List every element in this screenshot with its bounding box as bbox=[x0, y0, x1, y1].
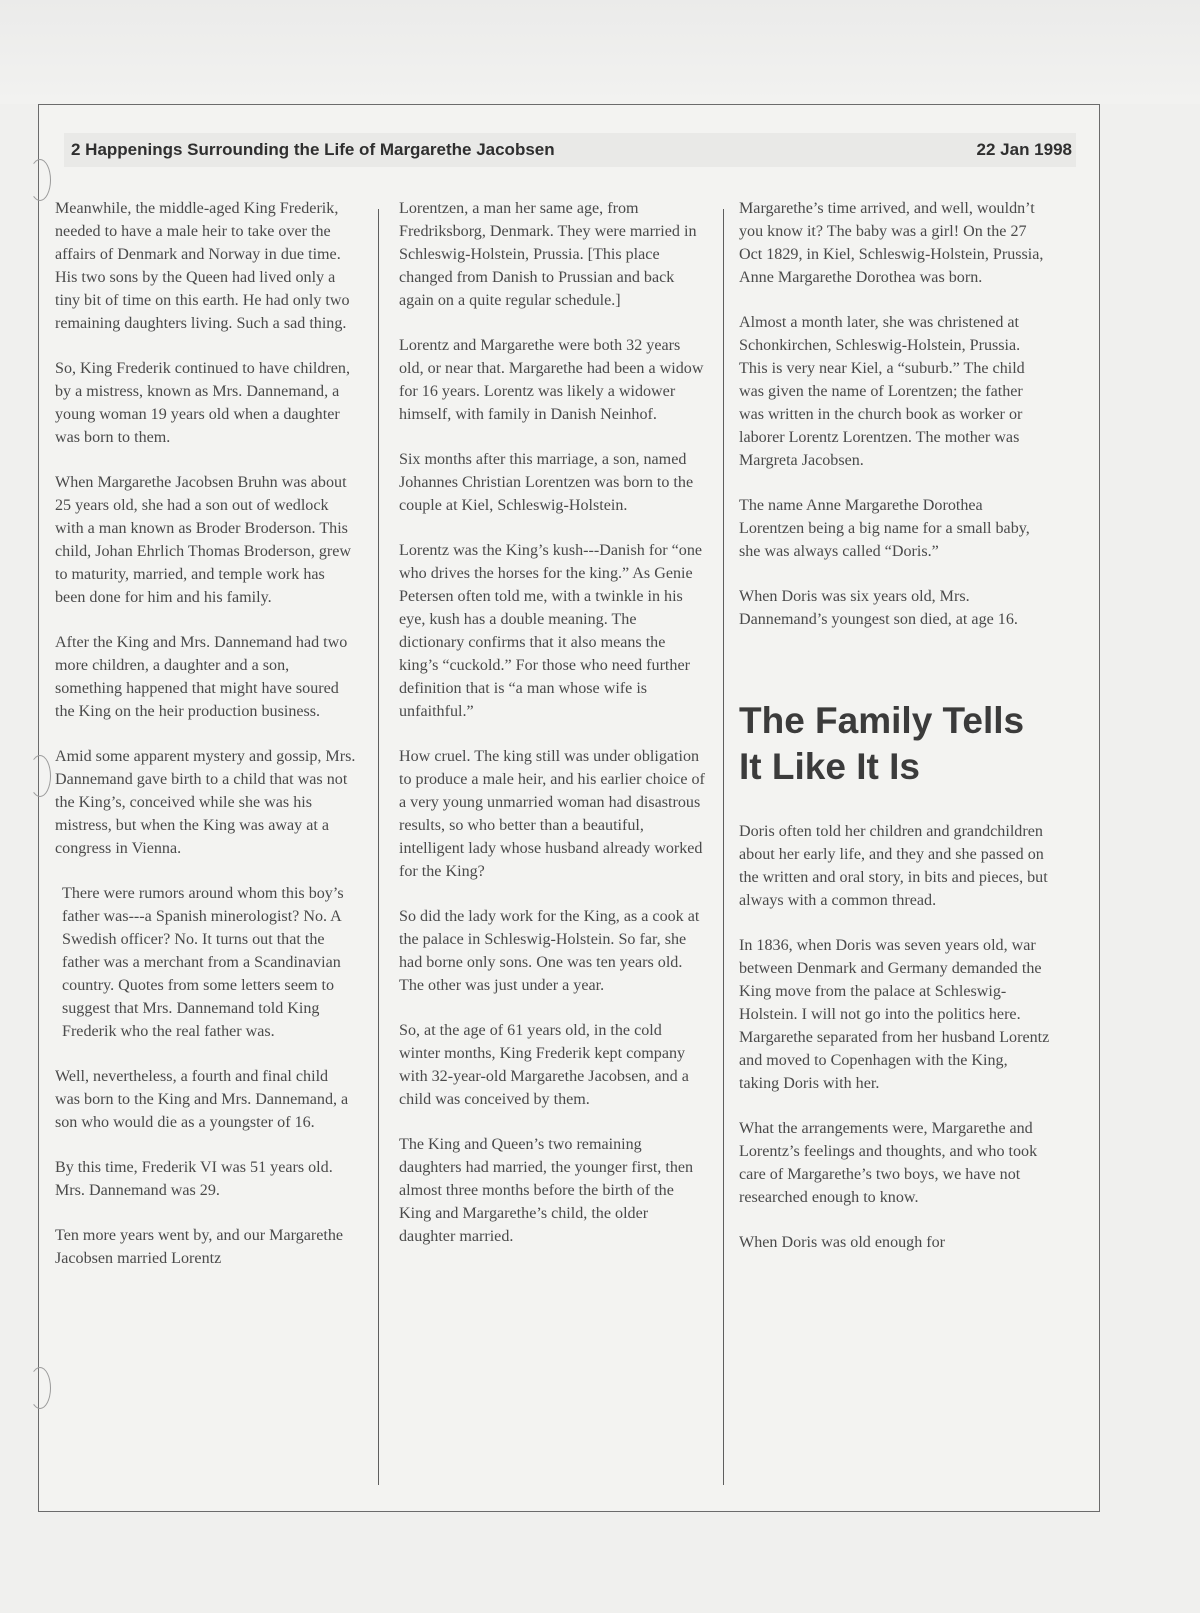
paragraph: Well, nevertheless, a fourth and final child was born to the King and Mrs. Dannemand, a son who would die as a youngster of 16. bbox=[55, 1068, 349, 1131]
paragraph: Almost a month later, she was christened at Schonkirchen, Schleswig-Holstein, Prussia. This is very near Kiel, a “suburb.” The child was given the name of Lorentzen; the father was written in the church book as worker or laborer Lorentz Lorentzen. The mother was Margreta Jacobsen. bbox=[739, 314, 1025, 469]
paragraph: Amid some apparent mystery and gossip, Mrs. Dannemand gave birth to a child that was not the King’s, conceived while she was his mistress, but when the King was away at a congress in Vienna. bbox=[55, 748, 356, 857]
column-3 bbox=[739, 197, 1051, 1487]
paragraph: Lorentz and Margarethe were both 32 years old, or near that. Margarethe had been a widow for 16 years. Lorentz was likely a widower himself, with family in Danish Neinhof. bbox=[399, 337, 704, 423]
paragraph: The King and Queen’s two remaining daughters had married, the younger first, then almost three months before the birth of the King and Margarethe’s child, the older daughter married. bbox=[399, 1136, 694, 1245]
paragraph: Six months after this marriage, a son, named Johannes Christian Lorentzen was born to the couple at Kiel, Schleswig-Holstein. bbox=[399, 451, 694, 514]
faint-handwriting-bleedthrough bbox=[100, 1520, 1060, 1600]
paragraph: After the King and Mrs. Dannemand had two more children, a daughter and a son, something happened that might have soured the King on the heir production business. bbox=[55, 634, 348, 720]
paragraph: By this time, Frederik VI was 51 years old. Mrs. Dannemand was 29. bbox=[55, 1159, 333, 1199]
section-heading: The Family Tells It Like It Is bbox=[739, 700, 1025, 787]
paragraph: How cruel. The king still was under obligation to produce a male heir, and his earlier choice of a very young unmarried woman had disastrous results, so who better than a beautiful, intelligent lady whose husband already worked for the King? bbox=[399, 748, 705, 880]
paragraph: So, King Frederik continued to have children, by a mistress, known as Mrs. Dannemand, a young woman 19 years old when a daughter was born to them. bbox=[55, 360, 350, 446]
column-1 bbox=[55, 197, 357, 1487]
header-title: 2 Happenings Surrounding the Life of Margarethe Jacobsen bbox=[71, 140, 555, 159]
paragraph: Lorentz was the King’s kush---Danish for “one who drives the horses for the king.” As Genie Petersen often told me, with a twinkle in his eye, kush has a double meaning. The dictionary confirms that it also means the king’s “cuckold.” For those who need further definition that is “a man whose wife is unfaithful.” bbox=[399, 542, 703, 720]
paragraph: When Margarethe Jacobsen Bruhn was about 25 years old, she had a son out of wedlock with a man known as Broder Broderson. This child, Johan Ehrlich Thomas Broderson, grew to maturity, married, and temple work has been done for him and his family. bbox=[55, 474, 352, 606]
scan-background bbox=[0, 0, 1200, 104]
column-divider bbox=[378, 209, 379, 1485]
paragraph: Doris often told her children and grandchildren about her early life, and they and she passed on the written and oral story, in bits and pieces, but always with a common thread. bbox=[739, 823, 1048, 909]
paragraph: Meanwhile, the middle-aged King Frederik, needed to have a male heir to take over the affairs of Denmark and Norway in due time. His two sons by the Queen had lived only a tiny bit of time on this earth. He had only two remaining daughters living. Such a sad thing. bbox=[55, 200, 350, 332]
running-header bbox=[64, 133, 1076, 167]
paragraph: Ten more years went by, and our Margarethe Jacobsen married Lorentz bbox=[55, 1227, 344, 1267]
column-2 bbox=[399, 197, 705, 1487]
binder-hole-icon bbox=[29, 755, 51, 797]
paragraph: So, at the age of 61 years old, in the cold winter months, King Frederik kept company with 32-year-old Margarethe Jacobsen, and a child was conceived by them. bbox=[399, 1022, 689, 1108]
paragraph: So did the lady work for the King, as a cook at the palace in Schleswig-Holstein. So far, she had borne only sons. One was ten years old. The other was just under a year. bbox=[399, 908, 700, 994]
paragraph: Lorentzen, a man her same age, from Fredriksborg, Denmark. They were married in Schleswig-Holstein, Prussia. [This place changed from Danish to Prussian and back again on a quite regular schedule.] bbox=[399, 200, 697, 309]
page-frame bbox=[38, 104, 1100, 1512]
paragraph: In 1836, when Doris was seven years old, war between Denmark and Germany demanded the King move from the palace at Schleswig-Holstein. I will not go into the politics here. Margarethe separated from her husband Lorentz and moved to Copenhagen with the King, taking Doris with her. bbox=[739, 937, 1050, 1092]
paragraph: The name Anne Margarethe Dorothea Lorentzen being a big name for a small baby, she was always called “Doris.” bbox=[739, 497, 1030, 560]
paragraph: When Doris was six years old, Mrs. Dannemand’s youngest son died, at age 16. bbox=[739, 588, 1018, 628]
header-date: 22 Jan 1998 bbox=[976, 140, 1072, 159]
paragraph: When Doris was old enough for bbox=[739, 1234, 946, 1251]
paragraph: What the arrangements were, Margarethe and Lorentz’s feelings and thoughts, and who took care of Margarethe’s two boys, we have not researched enough to know. bbox=[739, 1120, 1038, 1206]
paragraph: Margarethe’s time arrived, and well, wouldn’t you know it? The baby was a girl! On the 27 Oct 1829, in Kiel, Schleswig-Holstein, Prussia, Anne Margarethe Dorothea was born. bbox=[739, 200, 1044, 286]
binder-hole-icon bbox=[29, 1367, 51, 1409]
paragraph: There were rumors around whom this boy’s father was---a Spanish minerologist? No. A Swedish officer? No. It turns out that the father was a merchant from a Scandinavian country. Quotes from some letters seem to suggest that Mrs. Dannemand told King Frederik who the real father was. bbox=[62, 885, 344, 1040]
column-divider bbox=[723, 209, 724, 1485]
binder-hole-icon bbox=[29, 159, 51, 201]
